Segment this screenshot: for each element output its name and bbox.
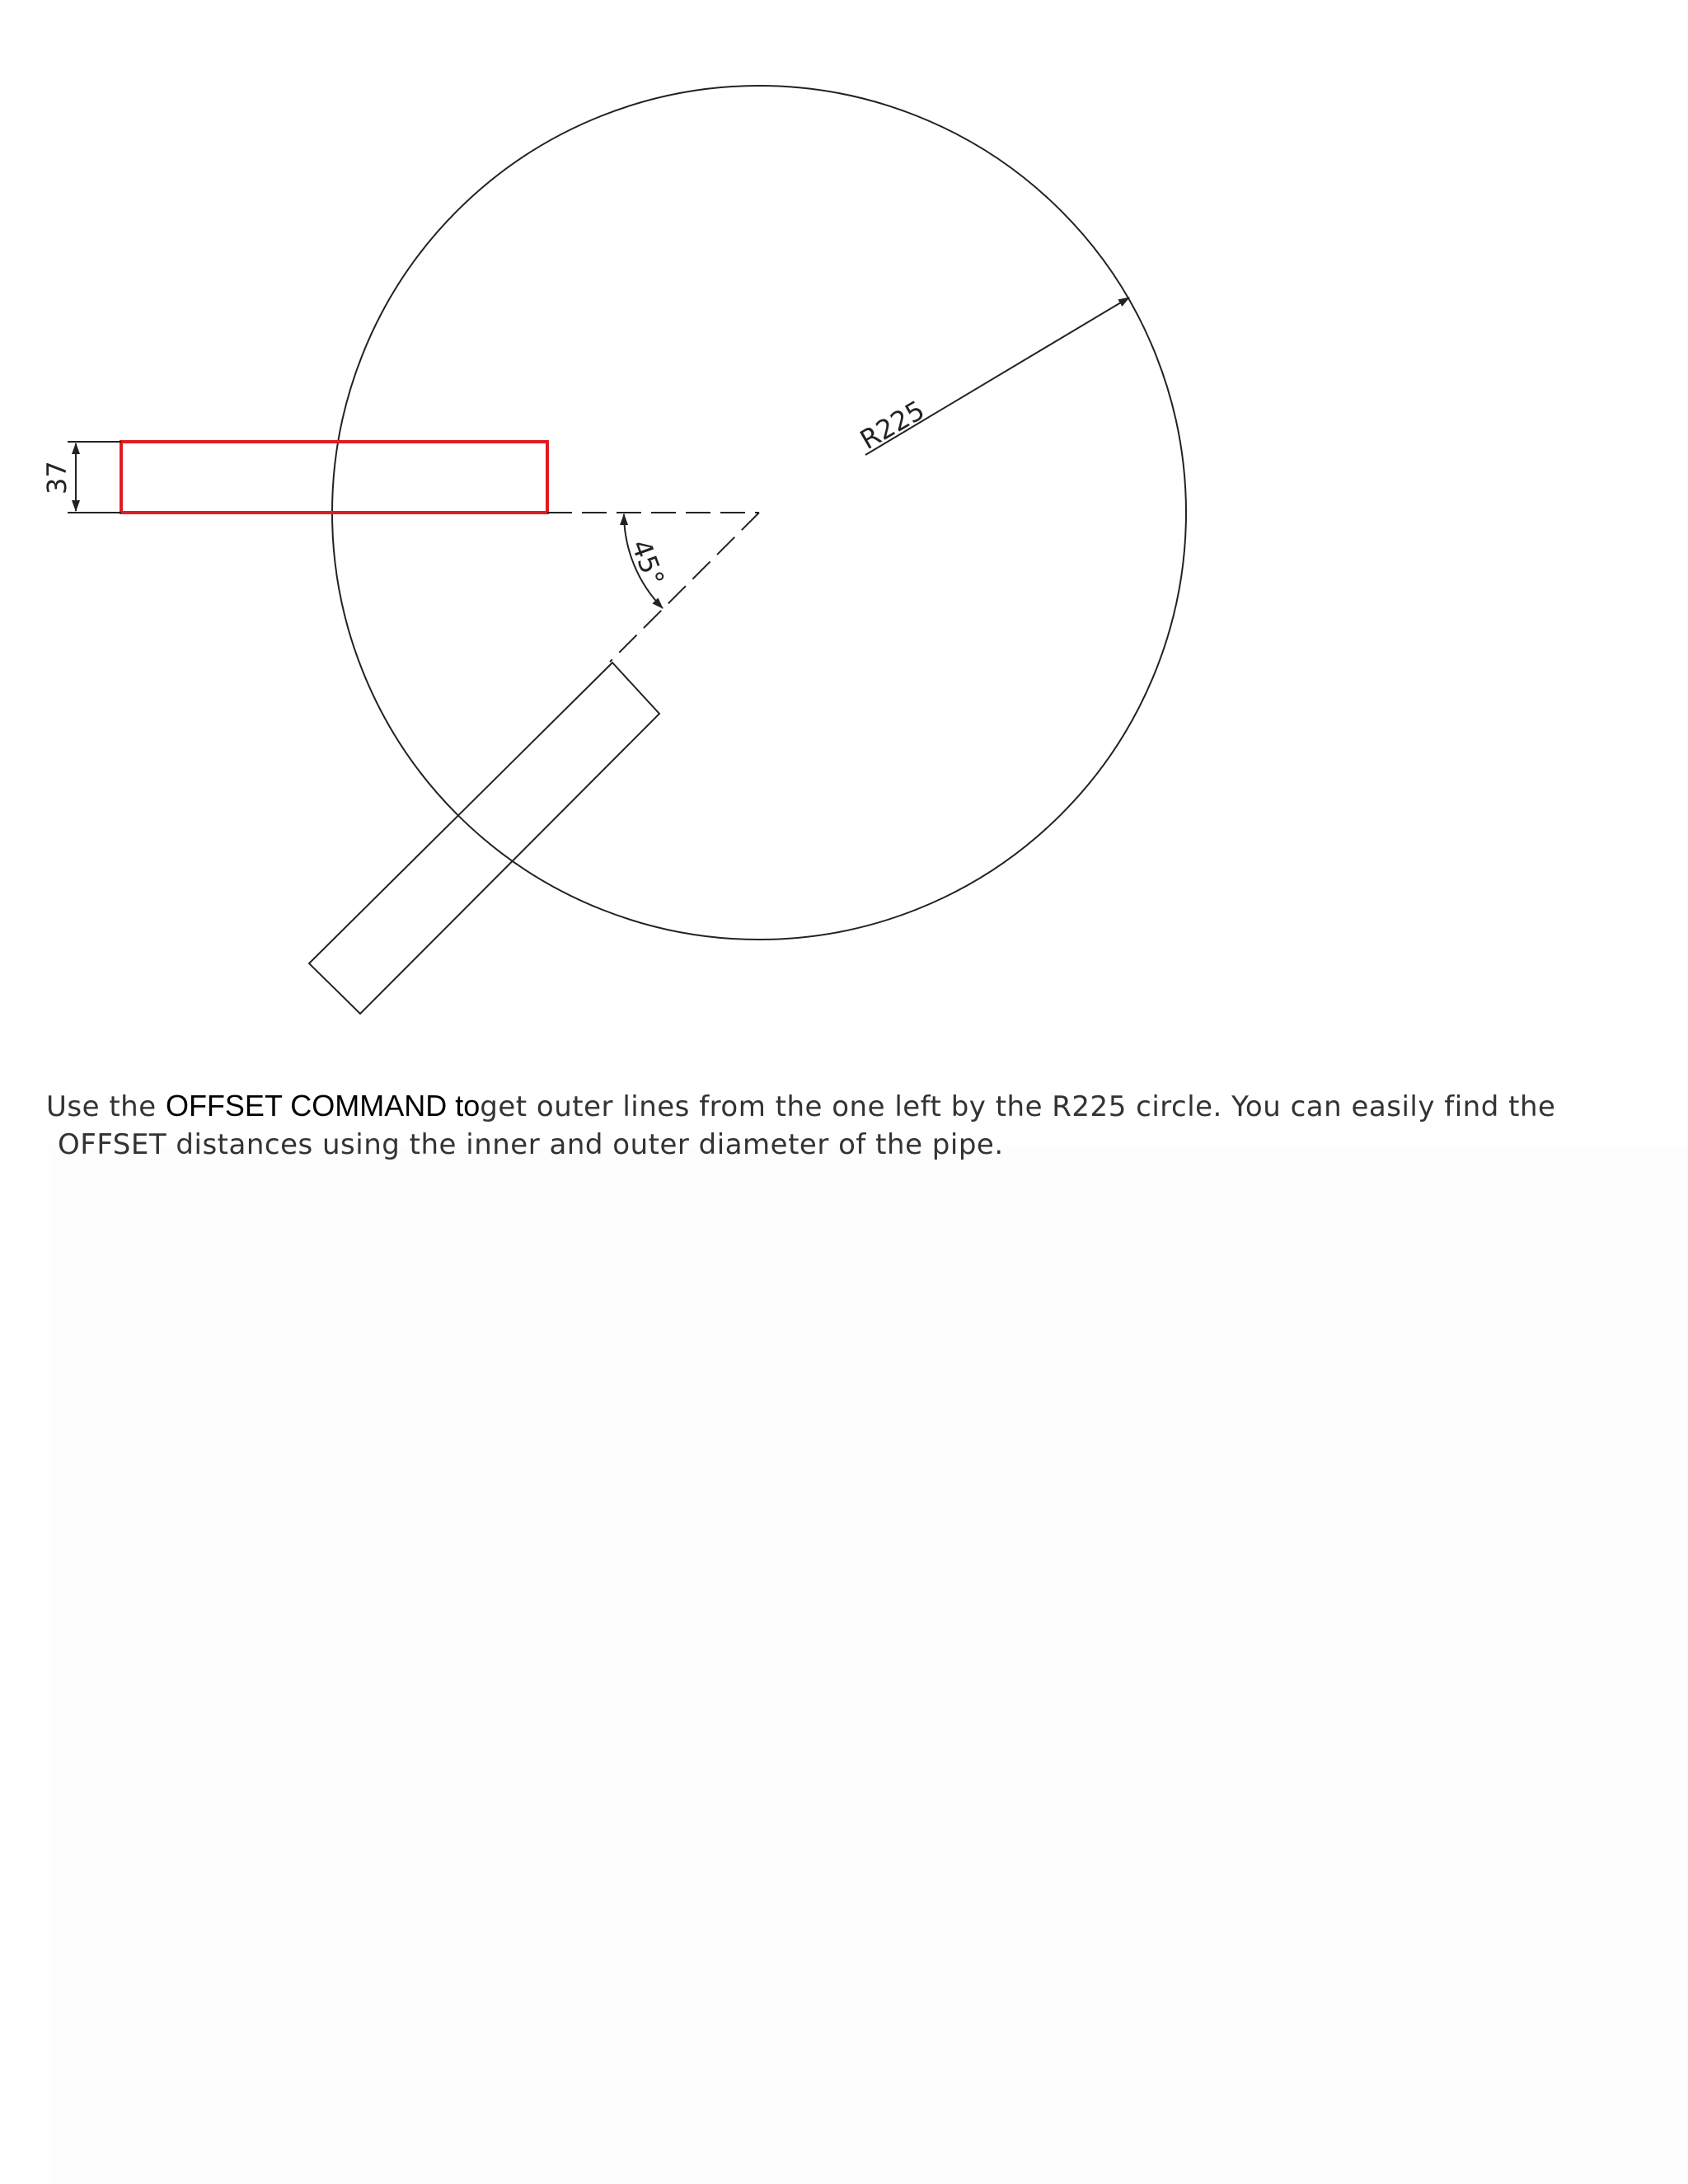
blank-page-area xyxy=(49,1146,1688,2184)
cad-drawing xyxy=(0,0,1688,1047)
height-label: 37 xyxy=(41,461,73,494)
instruction-caption xyxy=(46,1087,1662,1164)
angled-center-line xyxy=(610,513,759,662)
caption-text: get outer lines from the one left by the R225 circle. You can easily find the xyxy=(480,1090,1556,1123)
caption-intro: Use the xyxy=(46,1090,166,1123)
caption-command: OFFSET COMMAND to xyxy=(165,1089,481,1122)
caption-line-2: OFFSET distances using the inner and outer diameter of the pipe. xyxy=(58,1128,1004,1161)
angled-pipe-outline xyxy=(309,663,659,1014)
angle-label: 45° xyxy=(625,535,671,591)
radius-label: R225 xyxy=(855,394,931,456)
